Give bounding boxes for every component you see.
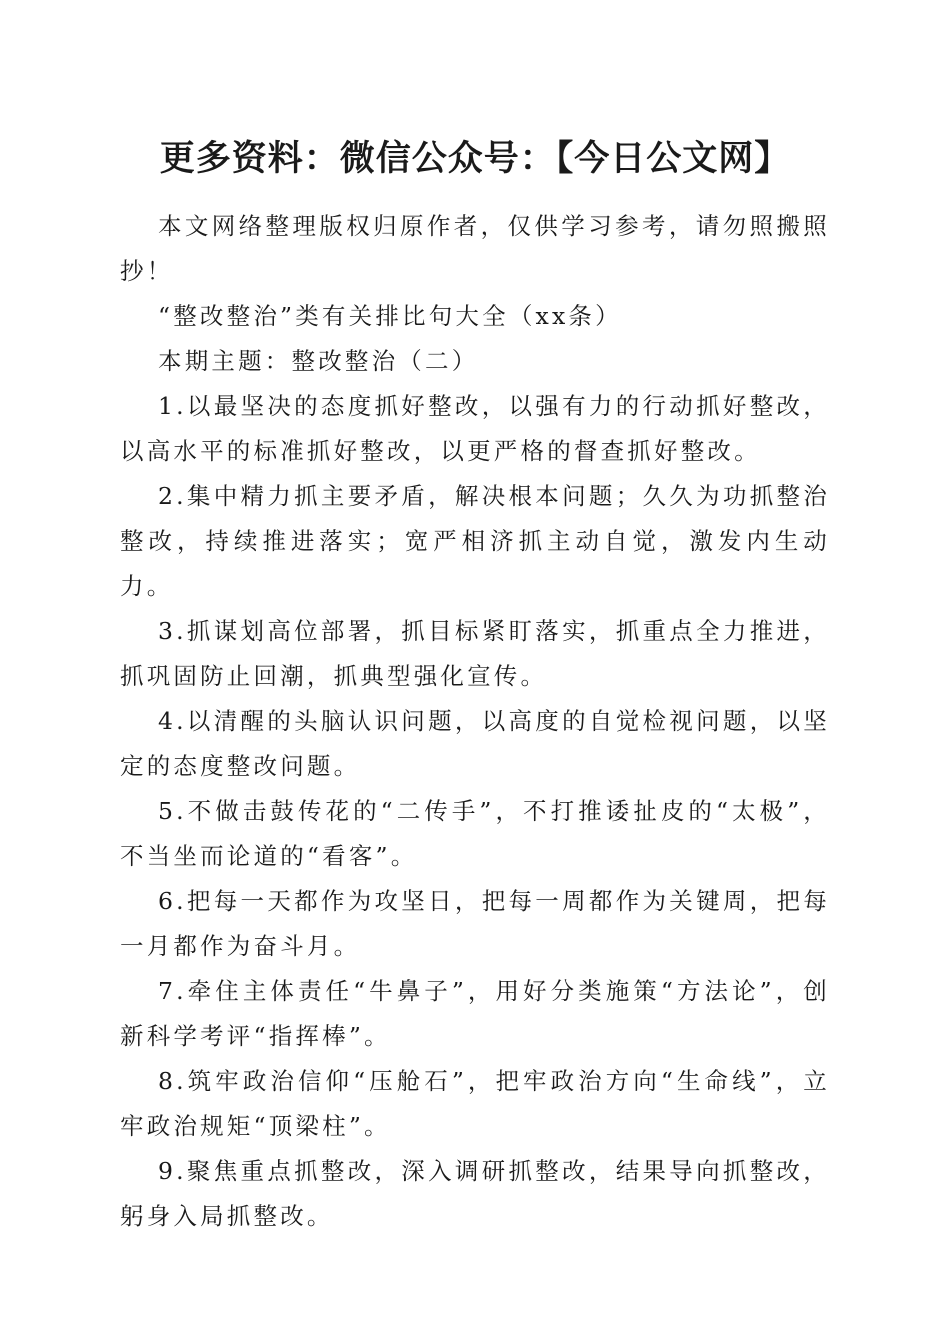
list-item: 1.以最坚决的态度抓好整改，以强有力的行动抓好整改，以高水平的标准抓好整改，以更严格的督查抓好整改。	[120, 392, 830, 465]
list-item: 9.聚焦重点抓整改，深入调研抓整改，结果导向抓整改，躬身入局抓整改。	[120, 1157, 830, 1230]
document-subtitle: “整改整治”类有关排比句大全（xx条）	[158, 302, 622, 330]
list-item: 7.牵住主体责任“牛鼻子”，用好分类施策“方法论”，创新科学考评“指挥棒”。	[120, 977, 830, 1050]
copyright-notice: 本文网络整理版权归原作者，仅供学习参考，请勿照搬照抄！	[120, 212, 830, 285]
list-item: 8.筑牢政治信仰“压舱石”，把牢政治方向“生命线”，立牢政治规矩“顶梁柱”。	[120, 1067, 830, 1140]
issue-theme: 本期主题：整改整治（二）	[158, 347, 479, 375]
list-item: 5.不做击鼓传花的“二传手”，不打推诿扯皮的“太极”，不当坐而论道的“看客”。	[120, 797, 830, 870]
list-item: 3.抓谋划高位部署，抓目标紧盯落实，抓重点全力推进，抓巩固防止回潮，抓典型强化宣传。	[120, 617, 830, 690]
document-body	[120, 204, 830, 1239]
list-item: 6.把每一天都作为攻坚日，把每一周都作为关键周，把每一月都作为奋斗月。	[120, 887, 830, 960]
document-title: 更多资料：微信公众号：【今日公文网】	[159, 139, 791, 179]
list-item: 2.集中精力抓主要矛盾，解决根本问题；久久为功抓整治整改，持续推进落实；宽严相济抓主动自觉，激发内生动力。	[120, 482, 830, 600]
list-item: 4.以清醒的头脑认识问题，以高度的自觉检视问题，以坚定的态度整改问题。	[120, 707, 830, 780]
